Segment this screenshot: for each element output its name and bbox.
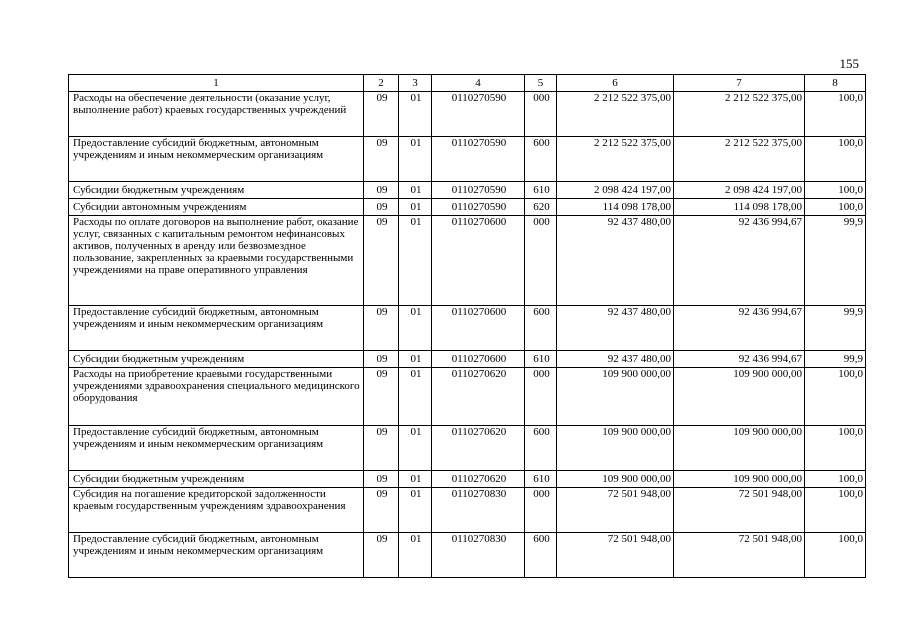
column-header: 4 <box>432 75 525 92</box>
row-section: 09 <box>364 137 399 182</box>
row-subsection: 01 <box>399 351 432 368</box>
row-target-code: 0110270620 <box>432 426 525 471</box>
row-actual-amount: 114 098 178,00 <box>674 199 805 216</box>
row-percent: 100,0 <box>805 471 866 488</box>
row-target-code: 0110270590 <box>432 137 525 182</box>
row-section: 09 <box>364 533 399 578</box>
row-expense-type: 610 <box>525 471 557 488</box>
row-plan-amount: 2 098 424 197,00 <box>557 182 674 199</box>
row-target-code: 0110270590 <box>432 92 525 137</box>
row-subsection: 01 <box>399 92 432 137</box>
row-actual-amount: 2 098 424 197,00 <box>674 182 805 199</box>
row-expense-type: 600 <box>525 533 557 578</box>
table-row <box>69 368 866 426</box>
budget-table <box>68 74 866 578</box>
row-expense-type: 600 <box>525 306 557 351</box>
row-percent: 100,0 <box>805 426 866 471</box>
row-actual-amount: 72 501 948,00 <box>674 488 805 533</box>
row-subsection: 01 <box>399 368 432 426</box>
row-subsection: 01 <box>399 426 432 471</box>
row-expense-type: 000 <box>525 368 557 426</box>
row-plan-amount: 72 501 948,00 <box>557 488 674 533</box>
row-section: 09 <box>364 92 399 137</box>
row-expense-type: 610 <box>525 182 557 199</box>
table-row <box>69 92 866 137</box>
row-target-code: 0110270830 <box>432 488 525 533</box>
row-section: 09 <box>364 182 399 199</box>
column-header: 7 <box>674 75 805 92</box>
page-number: 155 <box>839 56 859 71</box>
table-row <box>69 199 866 216</box>
row-percent: 99,9 <box>805 216 866 306</box>
row-actual-amount: 2 212 522 375,00 <box>674 92 805 137</box>
row-percent: 100,0 <box>805 137 866 182</box>
row-subsection: 01 <box>399 182 432 199</box>
row-plan-amount: 2 212 522 375,00 <box>557 92 674 137</box>
row-expense-type: 600 <box>525 426 557 471</box>
row-percent: 100,0 <box>805 488 866 533</box>
column-header: 5 <box>525 75 557 92</box>
row-name: Предоставление субсидий бюджетным, автономным учреждениям и иным некоммерческим организациям <box>69 533 364 578</box>
row-percent: 99,9 <box>805 351 866 368</box>
row-subsection: 01 <box>399 137 432 182</box>
table-row <box>69 137 866 182</box>
row-section: 09 <box>364 488 399 533</box>
row-actual-amount: 92 436 994,67 <box>674 351 805 368</box>
row-plan-amount: 92 437 480,00 <box>557 216 674 306</box>
table-row <box>69 471 866 488</box>
row-expense-type: 000 <box>525 488 557 533</box>
column-header: 8 <box>805 75 866 92</box>
row-plan-amount: 109 900 000,00 <box>557 471 674 488</box>
row-expense-type: 610 <box>525 351 557 368</box>
row-name: Предоставление субсидий бюджетным, автономным учреждениям и иным некоммерческим организациям <box>69 137 364 182</box>
row-actual-amount: 2 212 522 375,00 <box>674 137 805 182</box>
row-plan-amount: 92 437 480,00 <box>557 306 674 351</box>
table-row <box>69 306 866 351</box>
row-expense-type: 620 <box>525 199 557 216</box>
row-subsection: 01 <box>399 533 432 578</box>
column-header: 6 <box>557 75 674 92</box>
row-name: Предоставление субсидий бюджетным, автономным учреждениям и иным некоммерческим организациям <box>69 306 364 351</box>
row-target-code: 0110270590 <box>432 182 525 199</box>
row-subsection: 01 <box>399 306 432 351</box>
row-plan-amount: 109 900 000,00 <box>557 368 674 426</box>
row-section: 09 <box>364 199 399 216</box>
row-plan-amount: 2 212 522 375,00 <box>557 137 674 182</box>
row-actual-amount: 92 436 994,67 <box>674 216 805 306</box>
table-row <box>69 351 866 368</box>
row-expense-type: 000 <box>525 92 557 137</box>
table-row <box>69 216 866 306</box>
row-plan-amount: 72 501 948,00 <box>557 533 674 578</box>
row-name: Расходы по оплате договоров на выполнение работ, оказание услуг, связанных с капитальным ремонтом нефинансовых активов, полученных в аренду или безвозмездное пользование, закрепленных за краевыми государственными учреждениями на праве оперативного управления <box>69 216 364 306</box>
header-row <box>69 75 866 92</box>
row-target-code: 0110270600 <box>432 351 525 368</box>
row-actual-amount: 72 501 948,00 <box>674 533 805 578</box>
row-section: 09 <box>364 471 399 488</box>
table-row <box>69 426 866 471</box>
row-target-code: 0110270620 <box>432 368 525 426</box>
row-name: Расходы на обеспечение деятельности (оказание услуг, выполнение работ) краевых государственных учреждений <box>69 92 364 137</box>
row-target-code: 0110270600 <box>432 216 525 306</box>
row-target-code: 0110270590 <box>432 199 525 216</box>
row-section: 09 <box>364 368 399 426</box>
row-percent: 100,0 <box>805 182 866 199</box>
row-expense-type: 000 <box>525 216 557 306</box>
row-section: 09 <box>364 426 399 471</box>
row-name: Субсидии бюджетным учреждениям <box>69 182 364 199</box>
row-section: 09 <box>364 351 399 368</box>
row-target-code: 0110270620 <box>432 471 525 488</box>
row-name: Расходы на приобретение краевыми государственными учреждениями здравоохранения специального медицинского оборудования <box>69 368 364 426</box>
row-percent: 100,0 <box>805 533 866 578</box>
row-name: Предоставление субсидий бюджетным, автономным учреждениям и иным некоммерческим организациям <box>69 426 364 471</box>
row-subsection: 01 <box>399 488 432 533</box>
row-percent: 99,9 <box>805 306 866 351</box>
row-name: Субсидия на погашение кредиторской задолженности краевым государственным учреждениям здравоохранения <box>69 488 364 533</box>
row-actual-amount: 92 436 994,67 <box>674 306 805 351</box>
table-row <box>69 488 866 533</box>
row-actual-amount: 109 900 000,00 <box>674 426 805 471</box>
row-subsection: 01 <box>399 199 432 216</box>
table-row <box>69 182 866 199</box>
row-plan-amount: 92 437 480,00 <box>557 351 674 368</box>
row-plan-amount: 109 900 000,00 <box>557 426 674 471</box>
row-percent: 100,0 <box>805 368 866 426</box>
row-subsection: 01 <box>399 471 432 488</box>
row-target-code: 0110270600 <box>432 306 525 351</box>
row-actual-amount: 109 900 000,00 <box>674 471 805 488</box>
row-percent: 100,0 <box>805 92 866 137</box>
row-name: Субсидии бюджетным учреждениям <box>69 471 364 488</box>
table-row <box>69 533 866 578</box>
row-name: Субсидии бюджетным учреждениям <box>69 351 364 368</box>
row-subsection: 01 <box>399 216 432 306</box>
row-percent: 100,0 <box>805 199 866 216</box>
row-expense-type: 600 <box>525 137 557 182</box>
row-plan-amount: 114 098 178,00 <box>557 199 674 216</box>
column-header: 2 <box>364 75 399 92</box>
column-header: 1 <box>69 75 364 92</box>
row-name: Субсидии автономным учреждениям <box>69 199 364 216</box>
row-actual-amount: 109 900 000,00 <box>674 368 805 426</box>
row-target-code: 0110270830 <box>432 533 525 578</box>
column-header: 3 <box>399 75 432 92</box>
row-section: 09 <box>364 306 399 351</box>
row-section: 09 <box>364 216 399 306</box>
